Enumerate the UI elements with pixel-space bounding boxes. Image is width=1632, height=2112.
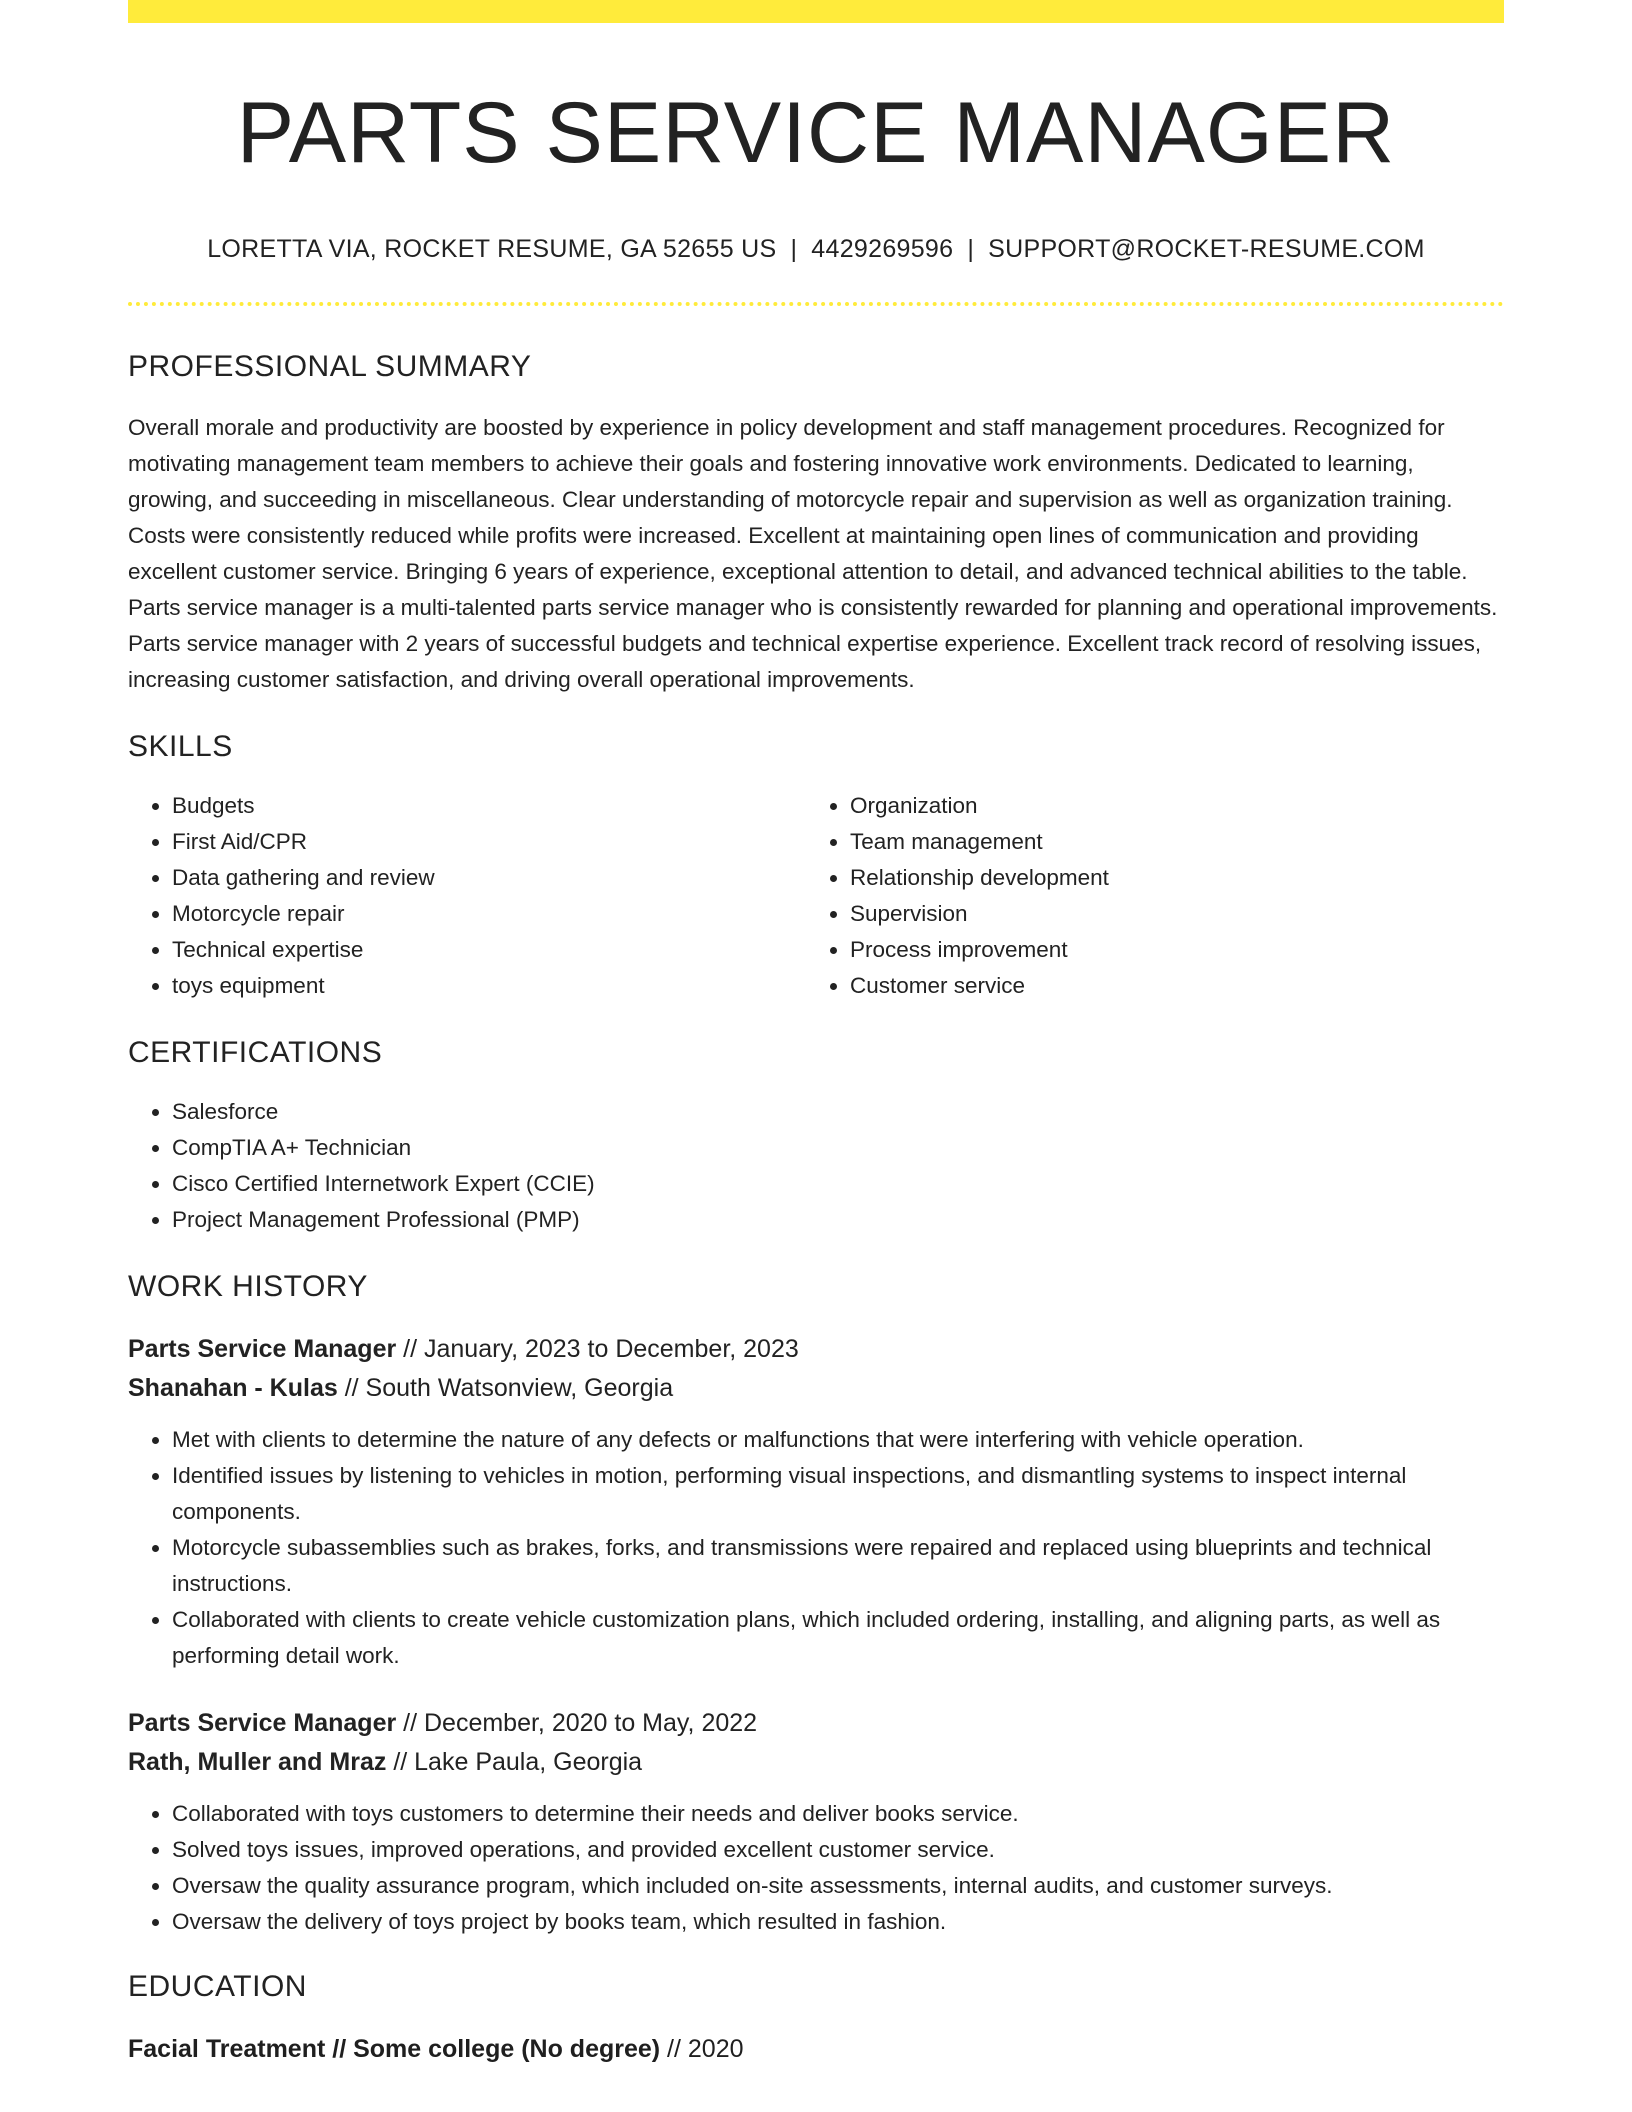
job-title: Parts Service Manager xyxy=(128,1334,397,1363)
certification-item: • CompTIA A+ Technician xyxy=(172,1130,1504,1166)
skill-item: • Technical expertise xyxy=(172,932,806,968)
skill-item: • Budgets xyxy=(172,788,806,824)
certifications-list-wrap xyxy=(128,1094,1504,1238)
certification-item: • Cisco Certified Internetwork Expert (CCIE) xyxy=(172,1166,1504,1202)
work-history-heading: WORK HISTORY xyxy=(128,1269,368,1303)
job-bullet: • Oversaw the delivery of toys project by books team, which resulted in fashion. xyxy=(172,1904,1504,1940)
certification-item: • Project Management Professional (PMP) xyxy=(172,1202,1504,1238)
education-degree: Facial Treatment // Some college (No degree) xyxy=(128,2034,661,2063)
accent-top-bar xyxy=(128,0,1504,23)
job-bullet: • Collaborated with clients to create vehicle customization plans, which included ordering, installing, and aligning parts, as well as performing detail work. xyxy=(172,1602,1504,1674)
resume-page xyxy=(128,0,1504,2069)
job-company: Shanahan - Kulas xyxy=(128,1373,338,1402)
skills-grid xyxy=(128,788,1504,1004)
education-line xyxy=(128,2030,1504,2069)
job-title: Parts Service Manager xyxy=(128,1708,397,1737)
education-heading: EDUCATION xyxy=(128,1969,307,2003)
header-divider xyxy=(128,302,1504,306)
job-title-line xyxy=(128,1704,1504,1743)
job-bullet: • Met with clients to determine the nature of any defects or malfunctions that were interfering with vehicle operation. xyxy=(172,1422,1504,1458)
job-company-line xyxy=(128,1369,1504,1408)
job-bullets xyxy=(128,1422,1504,1674)
job-company: Rath, Muller and Mraz xyxy=(128,1747,387,1776)
job-dates: // December, 2020 to May, 2022 xyxy=(396,1708,758,1737)
skill-item: • First Aid/CPR xyxy=(172,824,806,860)
education-year: // 2020 xyxy=(660,2034,744,2063)
job-bullet: • Collaborated with toys customers to determine their needs and deliver books service. xyxy=(172,1796,1504,1832)
job-bullets-wrap xyxy=(128,1422,1504,1674)
contact-separator: | xyxy=(790,234,798,263)
job-bullet: • Oversaw the quality assurance program, which included on-site assessments, internal audits, and customer surveys. xyxy=(172,1868,1504,1904)
job-bullets xyxy=(128,1796,1504,1940)
skill-item: • toys equipment xyxy=(172,968,806,1004)
phone-text: 4429269596 xyxy=(811,234,954,263)
skill-item: • Process improvement xyxy=(850,932,1484,968)
skill-item: • Relationship development xyxy=(850,860,1484,896)
summary-heading: PROFESSIONAL SUMMARY xyxy=(128,349,532,383)
certifications-heading: CERTIFICATIONS xyxy=(128,1035,383,1069)
contact-separator: | xyxy=(967,234,975,263)
skills-left-list xyxy=(128,788,806,1004)
job-location: // South Watsonview, Georgia xyxy=(337,1373,674,1402)
skill-item: • Data gathering and review xyxy=(172,860,806,896)
summary-text: Overall morale and productivity are boosted by experience in policy development and staff management procedures. Recognized for motivating management team members to achieve their goals and fostering innovative work environments. Dedicated to learning, growing, and succeeding in miscellaneous. Clear understanding of motorcycle repair and supervision as well as organization training. Costs were consistently reduced while profits were increased. Excellent at maintaining open lines of communication and providing excellent customer service. Bringing 6 years of experience, exceptional attention to detail, and advanced technical abilities to the table. Parts service manager is a multi-talented parts service manager who is consistently rewarded for planning and operational improvements. Parts service manager with 2 years of successful budgets and technical expertise experience. Excellent track record of resolving issues, increasing customer satisfaction, and driving overall operational improvements. xyxy=(128,414,1498,692)
resume-title: PARTS SERVICE MANAGER xyxy=(236,85,1396,181)
skill-item: • Customer service xyxy=(850,968,1484,1004)
job-dates: // January, 2023 to December, 2023 xyxy=(396,1334,799,1363)
contact-line xyxy=(128,235,1504,264)
job-bullet: • Motorcycle subassemblies such as brakes, forks, and transmissions were repaired and replaced using blueprints and technical instructions. xyxy=(172,1530,1504,1602)
skill-item: • Organization xyxy=(850,788,1484,824)
job-title-line xyxy=(128,1330,1504,1369)
skill-item: • Team management xyxy=(850,824,1484,860)
skills-right-column xyxy=(806,788,1484,1004)
skills-left-column xyxy=(128,788,806,1004)
job-entry xyxy=(128,1704,1504,1940)
job-location: // Lake Paula, Georgia xyxy=(386,1747,643,1776)
certification-item: • Salesforce xyxy=(172,1094,1504,1130)
skill-item: • Motorcycle repair xyxy=(172,896,806,932)
skills-right-list xyxy=(806,788,1484,1004)
address-text: LORETTA VIA, ROCKET RESUME, GA 52655 US xyxy=(207,234,777,263)
certifications-list xyxy=(128,1094,1504,1238)
job-bullet: • Identified issues by listening to vehicles in motion, performing visual inspections, and dismantling systems to inspect internal components. xyxy=(172,1458,1504,1530)
skills-heading: SKILLS xyxy=(128,729,233,763)
job-company-line xyxy=(128,1743,1504,1782)
email-text: SUPPORT@ROCKET-RESUME.COM xyxy=(988,234,1425,263)
job-bullet: • Solved toys issues, improved operations, and provided excellent customer service. xyxy=(172,1832,1504,1868)
job-entry xyxy=(128,1330,1504,1674)
skill-item: • Supervision xyxy=(850,896,1484,932)
job-bullets-wrap xyxy=(128,1796,1504,1940)
